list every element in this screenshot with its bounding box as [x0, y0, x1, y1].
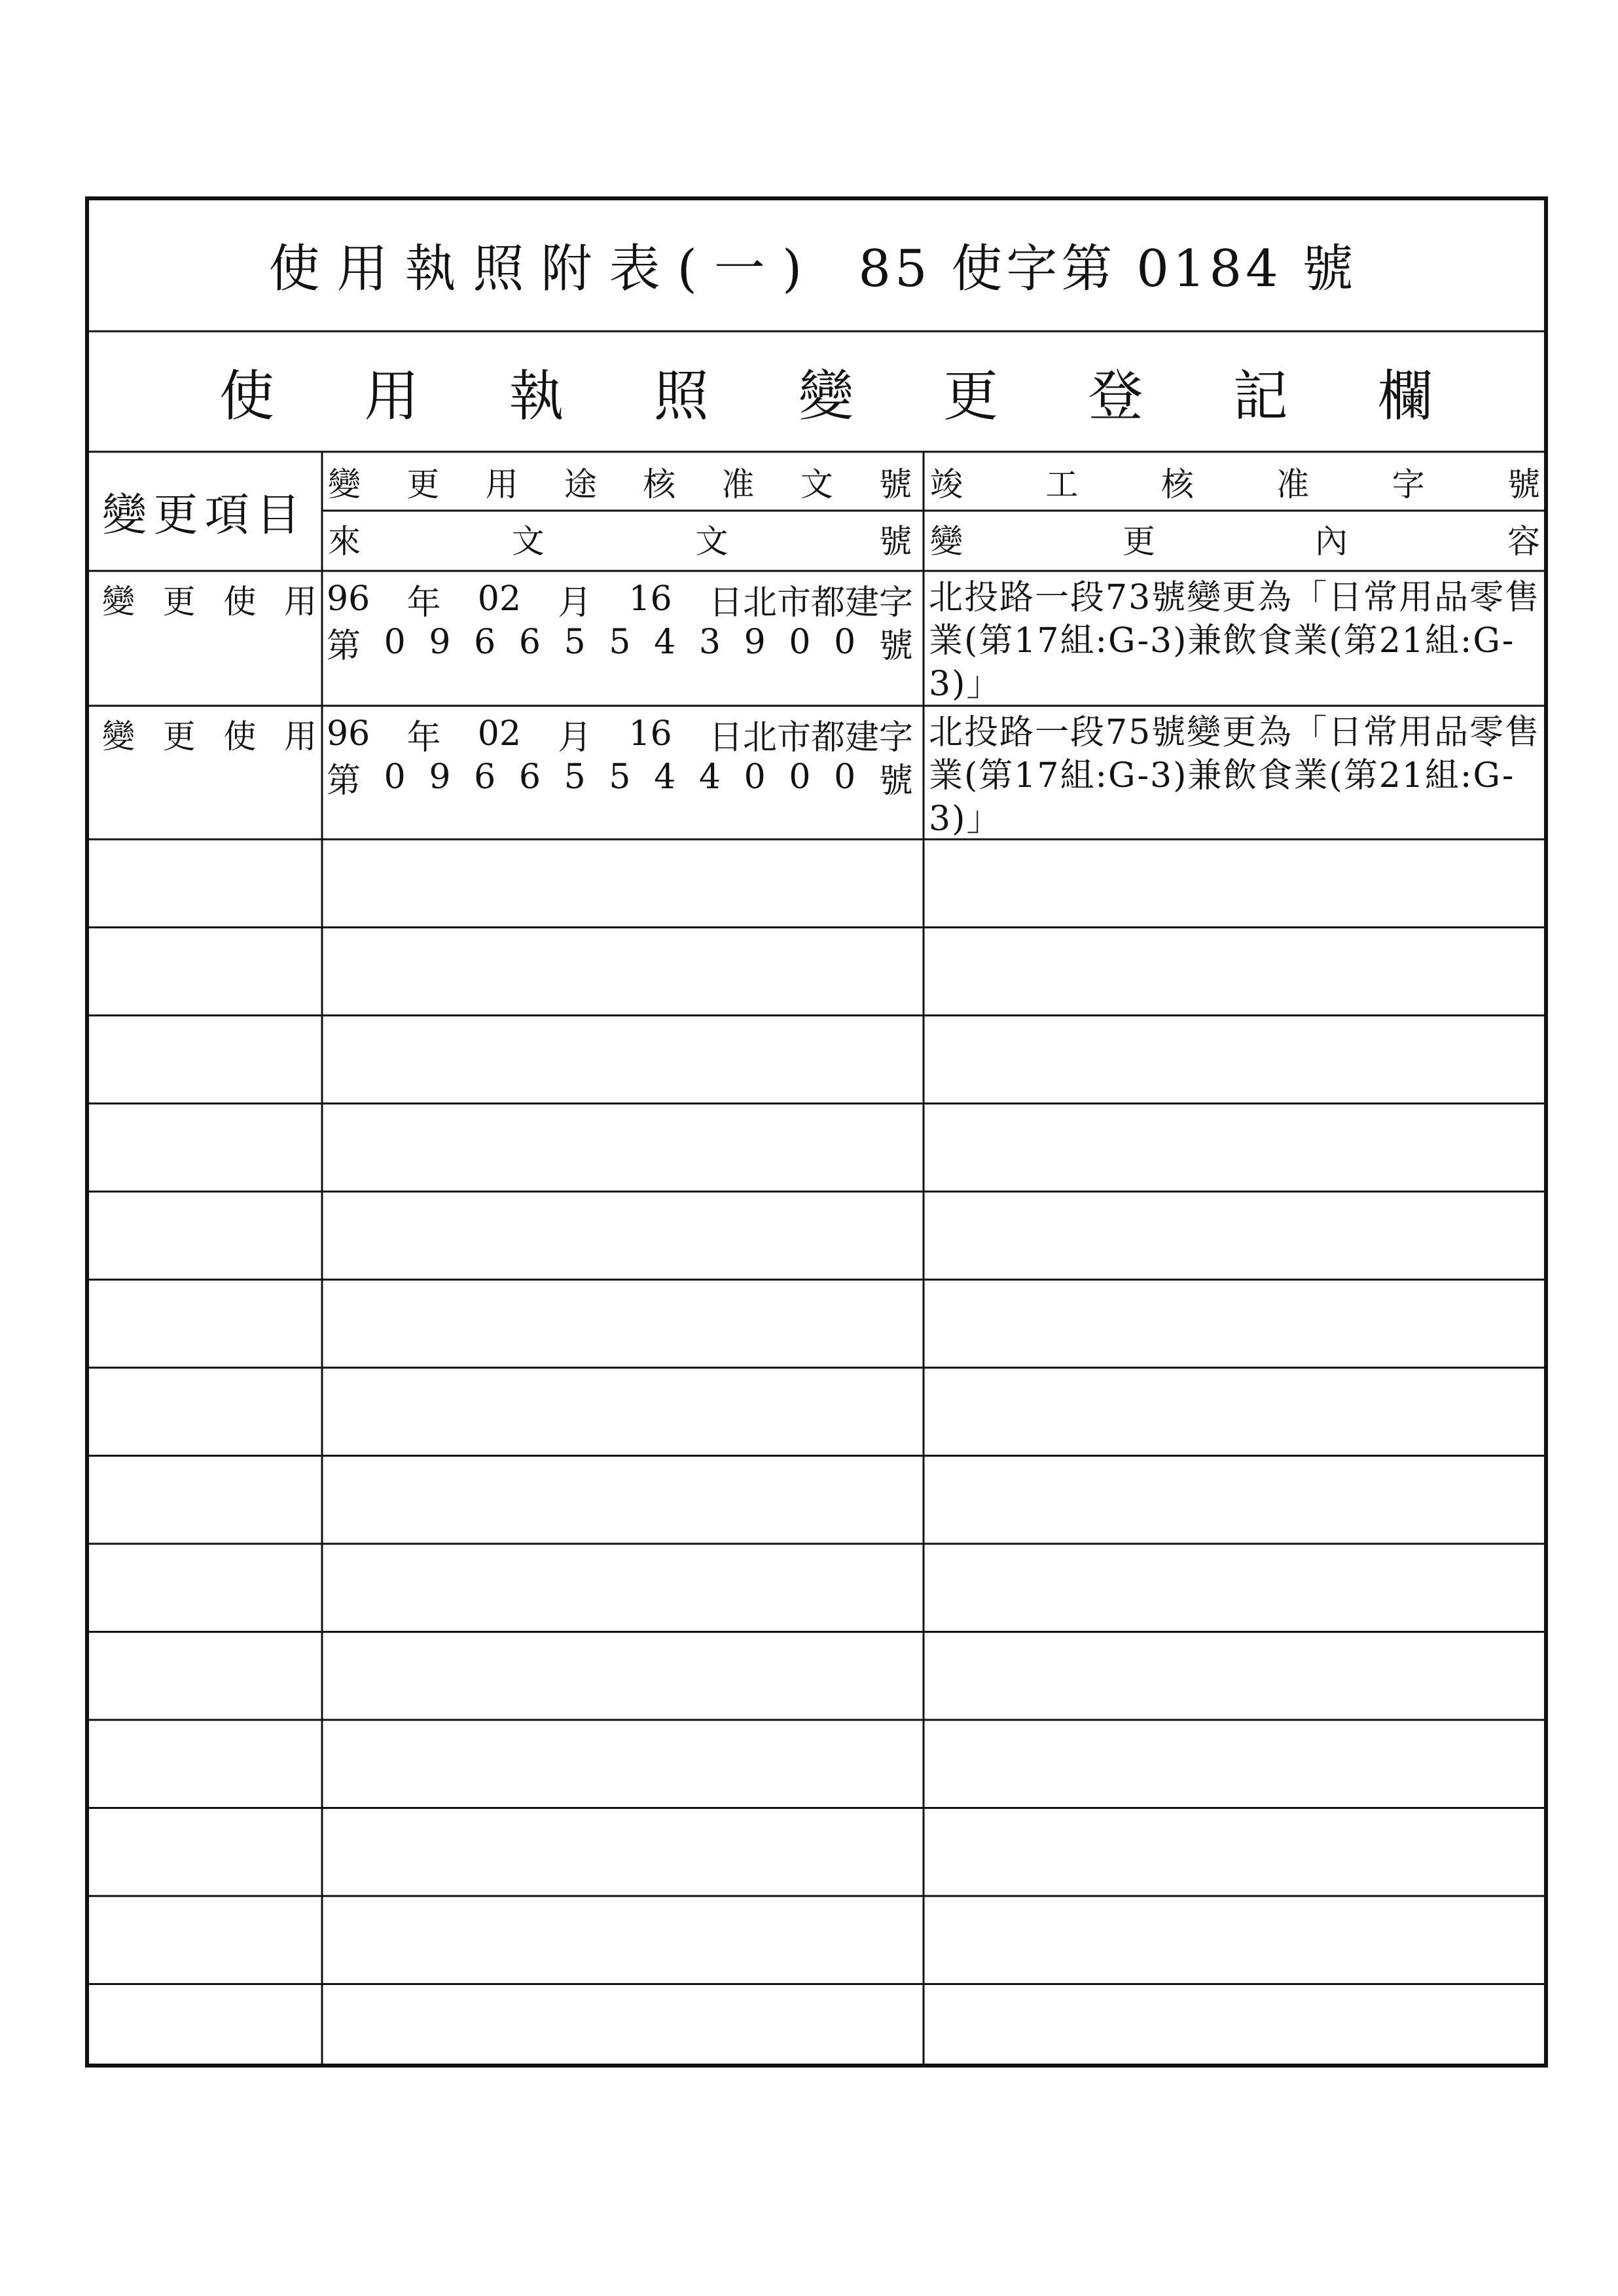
entry-doc-char: 6 [518, 757, 541, 797]
entry-doc-char: 0 [384, 757, 406, 797]
header-char: 號 [878, 522, 912, 560]
header-char: 來 [328, 522, 361, 560]
registration-form [85, 196, 1549, 2069]
entry-doc-char: 5 [564, 757, 586, 797]
header-char: 內 [1315, 522, 1348, 560]
entry-item-char: 變 [102, 583, 135, 621]
header-char: 號 [878, 465, 912, 503]
entry-doc-char: 4 [654, 757, 676, 797]
title-prefix: 使用執照附表(一) [268, 240, 819, 299]
entry-doc-char: 月 [558, 583, 592, 622]
entry-doc-line-1 [324, 711, 920, 757]
entry-doc-char: 0 [789, 757, 811, 797]
entry-doc-char: 號 [878, 761, 913, 800]
header-char: 容 [1507, 522, 1540, 560]
entry-doc-char: 9 [429, 757, 451, 797]
subtitle-char: 記 [1232, 363, 1288, 428]
entry-item-char: 使 [223, 583, 257, 621]
entry-doc-char: 5 [609, 757, 631, 797]
entry-doc-char: 3 [698, 623, 721, 662]
entry-item-char: 更 [162, 718, 196, 756]
entry-doc-char: 9 [744, 623, 766, 662]
entry-item-char: 更 [162, 583, 196, 621]
entry-doc-char: 第 [327, 761, 361, 800]
header-incoming-doc-no [324, 511, 920, 567]
entry-doc-char: 16 [628, 579, 672, 619]
entry-doc-line-2 [324, 619, 920, 665]
header-completion-approval-no [926, 453, 1548, 511]
header-char: 變 [102, 489, 147, 541]
header-char: 准 [721, 465, 755, 503]
subtitle-char: 執 [509, 363, 564, 428]
header-char: 目 [255, 489, 300, 541]
entry-doc-char: 0 [834, 623, 856, 662]
header-char: 更 [153, 489, 198, 541]
header-char: 號 [1507, 465, 1540, 503]
entry-doc-char: 9 [429, 623, 451, 662]
header-char: 核 [643, 465, 676, 503]
header-char: 字 [1392, 465, 1425, 503]
form-subtitle [88, 334, 1537, 449]
header-change-item [98, 455, 304, 568]
header-char: 核 [1160, 465, 1194, 503]
entry-doc-line-2 [324, 754, 920, 800]
entry-item-char: 變 [102, 718, 135, 756]
header-char: 用 [485, 465, 518, 503]
entry-doc-char: 4 [698, 757, 721, 797]
header-char: 變 [930, 522, 963, 560]
entry-doc-char: 第 [327, 626, 361, 665]
entry-doc-char: 0 [744, 757, 766, 797]
header-char: 文 [695, 522, 728, 560]
entry-doc-char: 6 [518, 623, 541, 662]
subtitle-char: 照 [653, 363, 709, 428]
entry-doc-char: 0 [834, 757, 856, 797]
entry-doc-char: 年 [406, 718, 441, 757]
entry-doc-char: 5 [564, 623, 586, 662]
entry-doc-char: 號 [878, 626, 913, 665]
header-char: 竣 [930, 465, 963, 503]
header-char: 更 [406, 465, 440, 503]
entry-doc-char: 16 [628, 714, 672, 754]
header-char: 工 [1045, 465, 1079, 503]
entry-doc-char: 96 [327, 579, 370, 619]
subtitle-char: 欄 [1377, 363, 1433, 428]
header-use-approval-no [324, 453, 920, 511]
entry-item-char: 用 [283, 718, 317, 756]
header-char: 文 [800, 465, 833, 503]
entry-change-content: 北投路一段75號變更為「日常用品零售業(第17組:G-3)兼飲食業(第21組:G-3)」 [929, 713, 1541, 839]
title-number: 85 使字第 0184 號 [858, 240, 1357, 299]
header-char: 變 [328, 465, 361, 503]
entry-item-char: 使 [223, 718, 257, 756]
form-title [88, 200, 1537, 329]
entry-doc-char: 4 [654, 623, 676, 662]
entry-doc-char: 96 [327, 714, 370, 754]
entry-doc-char: 02 [477, 579, 521, 619]
entry-doc-line-1 [324, 576, 920, 622]
header-char: 准 [1276, 465, 1310, 503]
header-char: 途 [564, 465, 597, 503]
subtitle-char: 登 [1088, 363, 1143, 428]
header-char: 文 [511, 522, 545, 560]
entry-doc-char: 0 [789, 623, 811, 662]
header-change-content [926, 511, 1548, 567]
subtitle-char: 更 [943, 363, 999, 428]
entry-doc-char: 5 [609, 623, 631, 662]
subtitle-char: 使 [219, 363, 275, 428]
entry-doc-char: 0 [384, 623, 406, 662]
entry-doc-char: 02 [477, 714, 521, 754]
entry-doc-char: 年 [406, 583, 441, 622]
entry-change-content: 北投路一段73號變更為「日常用品零售業(第17組:G-3)兼飲食業(第21組:G-3)」 [929, 578, 1541, 704]
subtitle-char: 變 [798, 363, 854, 428]
entry-doc-char: 日北市都建字 [708, 718, 913, 757]
entry-change-item [98, 576, 321, 622]
entry-doc-char: 6 [474, 623, 496, 662]
entry-change-item [98, 711, 321, 757]
entry-doc-char: 月 [558, 718, 592, 757]
entry-doc-char: 日北市都建字 [708, 583, 913, 622]
entry-item-char: 用 [283, 583, 317, 621]
entry-doc-char: 6 [474, 757, 496, 797]
header-char: 更 [1123, 522, 1155, 560]
subtitle-char: 用 [364, 363, 420, 428]
header-char: 項 [204, 489, 249, 541]
